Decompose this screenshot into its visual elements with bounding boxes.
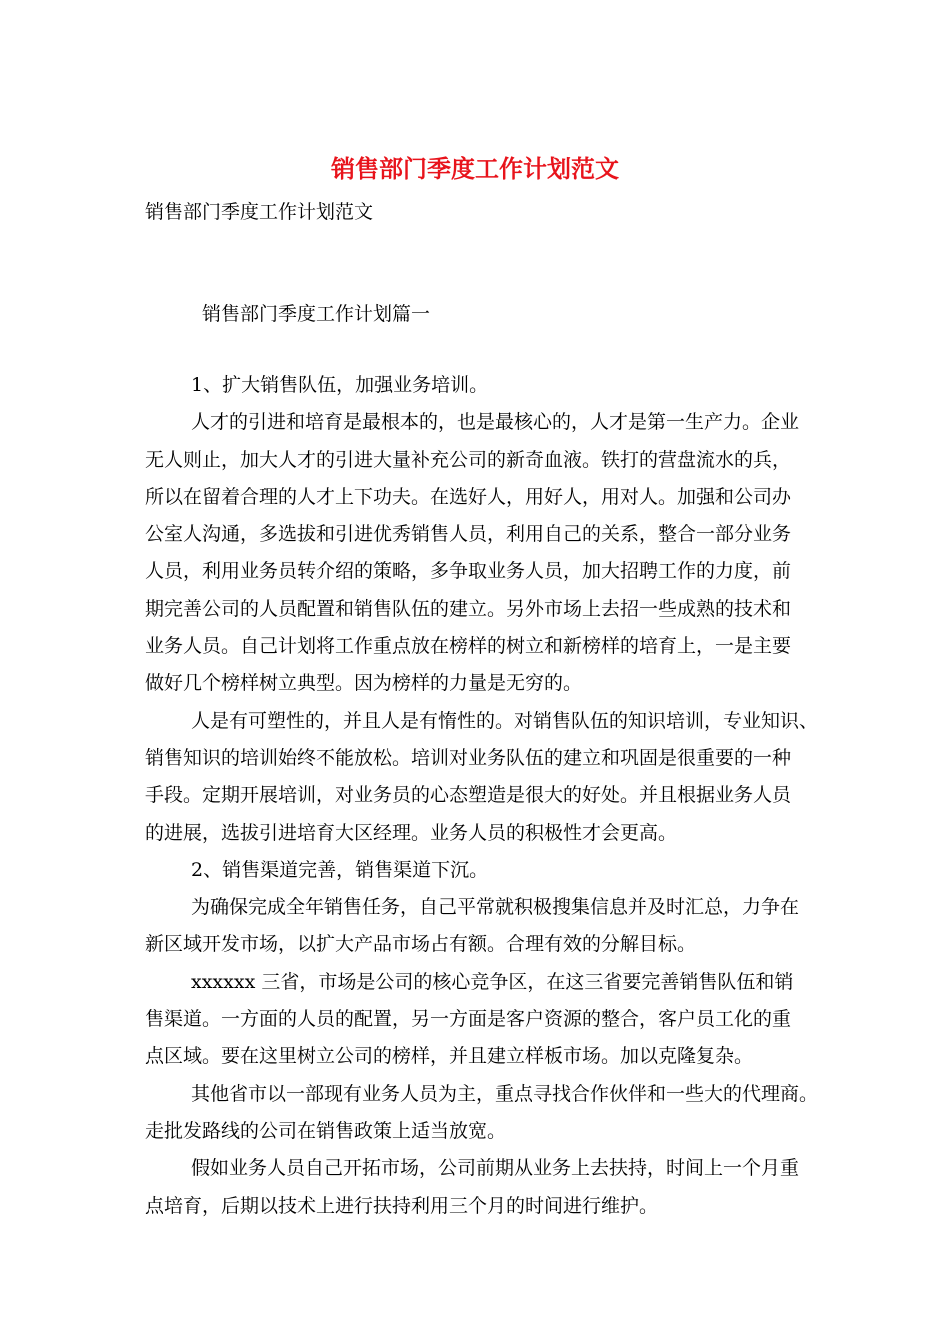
body-line: 新区域开发市场，以扩大产品市场占有额。合理有效的分解目标。 xyxy=(145,933,697,956)
body-line: 公室人沟通，多选拔和引进优秀销售人员，利用自己的关系，整合一部分业务 xyxy=(145,523,792,546)
document-subtitle: 销售部门季度工作计划范文 xyxy=(145,201,374,223)
body-line: 的进展，选拔引进培育大区经理。业务人员的积极性才会更高。 xyxy=(145,821,678,844)
body-line: 人是有可塑性的，并且人是有惰性的。对销售队伍的知识培训，专业知识、 xyxy=(191,709,819,732)
body-line: 1、扩大销售队伍，加强业务培训。 xyxy=(191,374,489,396)
body-line: 假如业务人员自己开拓市场，公司前期从业务上去扶持，时间上一个月重 xyxy=(191,1157,800,1180)
body-line: 其他省市以一部现有业务人员为主，重点寻找合作伙伴和一些大的代理商。 xyxy=(191,1082,819,1105)
body-line: 做好几个榜样树立典型。因为榜样的力量是无穷的。 xyxy=(145,672,583,695)
body-line: 销售知识的培训始终不能放松。培训对业务队伍的建立和巩固是很重要的一种 xyxy=(145,746,792,769)
body-line: 业务人员。自己计划将工作重点放在榜样的树立和新榜样的培育上，一是主要 xyxy=(145,635,792,658)
body-line: 人才的引进和培育是最根本的，也是最核心的，人才是第一生产力。企业 xyxy=(191,411,800,434)
body-line: 点培育，后期以技术上进行扶持利用三个月的时间进行维护。 xyxy=(145,1194,659,1217)
body-line: 2、销售渠道完善，销售渠道下沉。 xyxy=(191,858,489,881)
body-line: 手段。定期开展培训，对业务员的心态塑造是很大的好处。并且根据业务人员 xyxy=(145,784,792,807)
body-line: 为确保完成全年销售任务，自己平常就积极搜集信息并及时汇总，力争在 xyxy=(191,896,800,919)
body-line: 点区域。要在这里树立公司的榜样，并且建立样板市场。加以克隆复杂。 xyxy=(145,1045,754,1068)
document-title: 销售部门季度工作计划范文 xyxy=(331,154,619,183)
body-line: 走批发路线的公司在销售政策上适当放宽。 xyxy=(145,1119,507,1142)
body-line: 无人则止，加大人才的引进大量补充公司的新奇血液。铁打的营盘流水的兵， xyxy=(145,448,792,471)
body-line: 人员，利用业务员转介绍的策略，多争取业务人员，加大招聘工作的力度，前 xyxy=(145,560,792,583)
body-line: 售渠道。一方面的人员的配置，另一方面是客户资源的整合，客户员工化的重 xyxy=(145,1008,792,1031)
body-line: xxxxxx 三省，市场是公司的核心竞争区，在这三省要完善销售队伍和销 xyxy=(191,970,794,993)
body-line: 所以在留着合理的人才上下功夫。在选好人，用好人，用对人。加强和公司办 xyxy=(145,485,792,508)
section-heading: 销售部门季度工作计划篇一 xyxy=(202,303,431,325)
body-line: 期完善公司的人员配置和销售队伍的建立。另外市场上去招一些成熟的技术和 xyxy=(145,597,792,620)
document-body xyxy=(145,367,825,1225)
